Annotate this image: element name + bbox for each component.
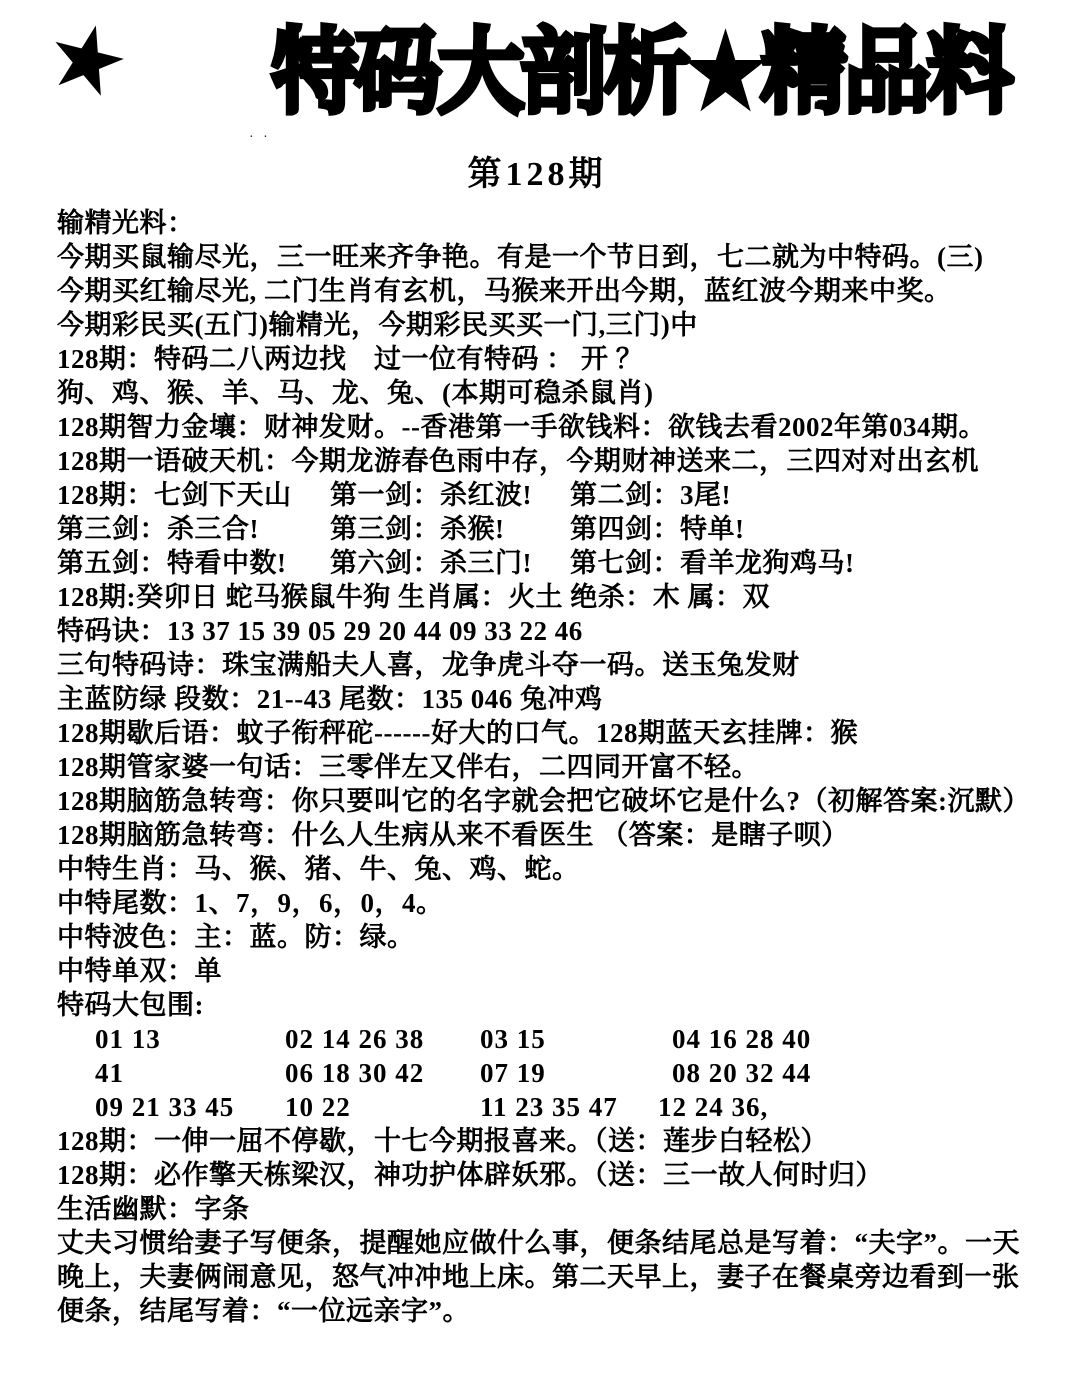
hit-zodiac-line: 中特生肖：马、猴、猪、牛、兔、鸡、蛇。 xyxy=(57,854,580,884)
sword-cell: 第二剑：3尾! xyxy=(570,480,731,510)
numbers-row xyxy=(57,1022,1047,1056)
numbers-row xyxy=(57,1056,1047,1090)
humor-paragraph-line: 晚上，夫妻俩闹意见，怒气冲冲地上床。第二天早上，妻子在餐桌旁边看到一张 xyxy=(57,1262,1020,1292)
verse-line: 128期：一伸一屈不停歇，十七今期报喜来。（送：莲步白轻松） xyxy=(57,1126,828,1156)
numbers-cell: 06 18 30 42 xyxy=(285,1058,425,1088)
numbers-cell: 01 13 xyxy=(95,1024,161,1054)
poem-line: 三句特码诗：珠宝满船夫人喜，龙争虎斗夺一码。送玉兔发财 xyxy=(57,650,800,680)
numbers-cell: 41 xyxy=(95,1058,124,1088)
tip-line: 128期一语破天机：今期龙游春色雨中存，今期财神送来二，三四对对出玄机 xyxy=(57,446,979,476)
guanjiapo-line: 128期管家婆一句话：三零伴左又伴右，二四同开富不轻。 xyxy=(57,752,759,782)
sword-cell: 第四剑：特单! xyxy=(570,514,745,544)
sword-cell: 第一剑：杀红波! xyxy=(330,480,532,510)
sheet-header xyxy=(0,0,1074,200)
tip-line: 128期：特码二八两边找 过一位有特码 ： 开 ？ xyxy=(57,344,644,374)
humor-paragraph-line: 便条，结尾写着：“一位远亲字”。 xyxy=(57,1296,470,1326)
seven-swords-row xyxy=(57,478,1047,512)
numbers-cell: 09 21 33 45 xyxy=(95,1092,235,1122)
sword-cell: 第五剑：特看中数! xyxy=(57,548,287,578)
scan-artifact-dots: · · xyxy=(249,130,271,145)
numbers-cell: 10 22 xyxy=(285,1092,351,1122)
hit-oddeven-line: 中特单双：单 xyxy=(57,956,222,986)
seven-swords-row xyxy=(57,546,1047,580)
sword-cell: 第三剑：杀猴! xyxy=(330,514,505,544)
day-zodiac-line: 128期:癸卯日 蛇马猴鼠牛狗 生肖属：火土 绝杀：木 属：双 xyxy=(57,582,770,612)
special-code-numbers-line: 特码诀：13 37 15 39 05 29 20 44 09 33 22 46 xyxy=(57,616,583,646)
numbers-cell: 08 20 32 44 xyxy=(672,1058,812,1088)
section-label-losing-tips: 输精光料： xyxy=(57,208,195,238)
hit-tail-line: 中特尾数：1、7，9，6，0，4。 xyxy=(57,888,444,918)
numbers-row xyxy=(57,1090,1047,1124)
sword-cell: 128期：七剑下天山 xyxy=(57,480,292,510)
section-label-big-wrap: 特码大包围: xyxy=(57,990,204,1020)
sheet-body xyxy=(57,206,1047,1328)
section-label-humor: 生活幽默：字条 xyxy=(57,1194,250,1224)
humor-paragraph-line: 丈夫习惯给妻子写便条，提醒她应做什么事，便条结尾总是写着：“夫字”。一天 xyxy=(57,1228,1020,1258)
zodiac-kill-line: 狗、鸡、猴、羊、马、龙、兔、(本期可稳杀鼠肖) xyxy=(57,378,654,408)
numbers-cell: 03 15 xyxy=(480,1024,546,1054)
numbers-cell: 04 16 28 40 xyxy=(672,1024,812,1054)
xiehouyu-line: 128期歇后语：蚊子衔秤砣------好大的口气。128期蓝天玄挂牌：猴 xyxy=(57,718,858,748)
numbers-cell: 07 19 xyxy=(480,1058,546,1088)
color-segment-line: 主蓝防绿 段数：21--43 尾数：135 046 兔冲鸡 xyxy=(57,684,603,714)
seven-swords-row xyxy=(57,512,1047,546)
riddle-line: 128期脑筋急转弯：什么人生病从来不看医生 （答案：是瞎子呗） xyxy=(57,820,849,850)
numbers-cell: 12 24 36, xyxy=(658,1092,769,1122)
star-icon: ★ xyxy=(34,0,140,120)
riddle-line: 128期脑筋急转弯：你只要叫它的名字就会把它破坏它是什么?（初解答案:沉默） xyxy=(57,786,1030,816)
verse-line: 128期：必作擎天栋梁汉，神功护体辟妖邪。（送：三一故人何时归） xyxy=(57,1160,883,1190)
sword-cell: 第七剑：看羊龙狗鸡马! xyxy=(570,548,855,578)
sword-cell: 第六剑：杀三门! xyxy=(330,548,532,578)
issue-number: 第128期 xyxy=(467,156,607,193)
sheet-title: 特码大剖析★精品料 xyxy=(272,18,1011,127)
numbers-cell: 02 14 26 38 xyxy=(285,1024,425,1054)
sword-cell: 第三剑：杀三合! xyxy=(57,514,259,544)
tip-line: 今期彩民买(五门)输精光，今期彩民买买一门,三门)中 xyxy=(57,310,698,340)
tip-line: 今期买红输尽光, 二门生肖有玄机，马猴来开出今期，蓝红波今期来中奖。 xyxy=(57,276,952,306)
tip-line: 128期智力金壤：财神发财。--香港第一手欲钱料：欲钱去看2002年第034期。 xyxy=(57,412,986,442)
tip-line: 今期买鼠输尽光，三一旺来齐争艳。有是一个节日到，七二就为中特码。(三) xyxy=(57,242,984,272)
hit-color-line: 中特波色：主：蓝。防：绿。 xyxy=(57,922,415,952)
numbers-cell: 11 23 35 47 xyxy=(480,1092,618,1122)
